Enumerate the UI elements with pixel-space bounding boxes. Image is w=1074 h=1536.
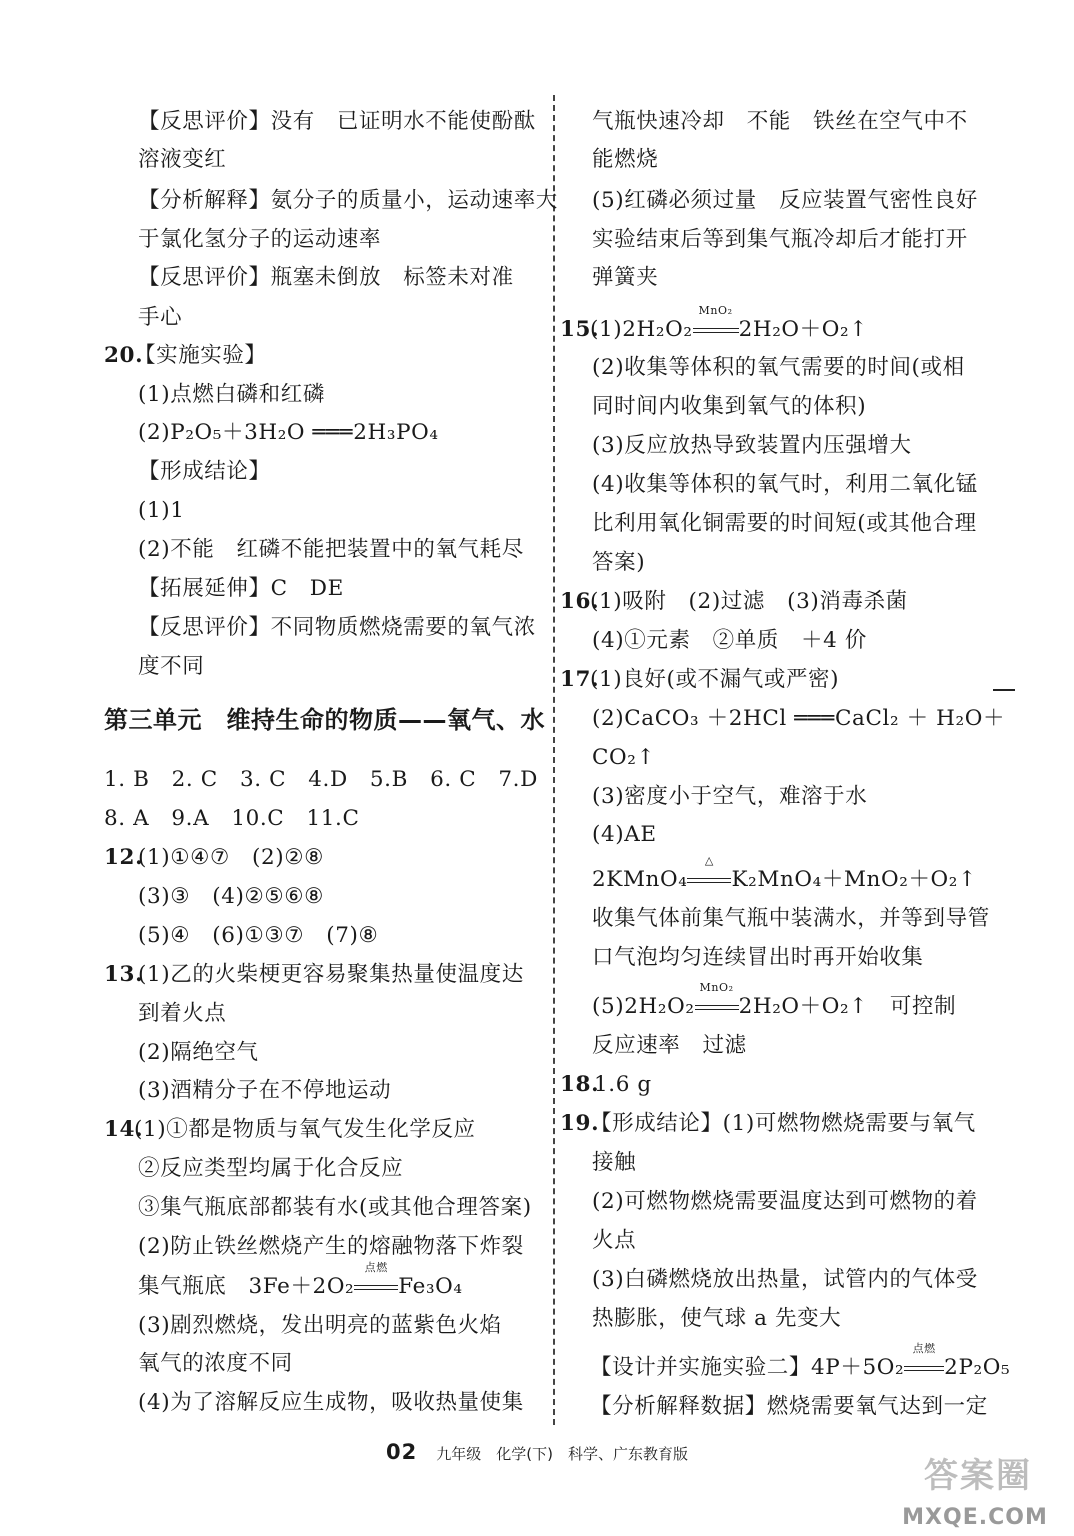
reaction-arrow <box>693 304 739 344</box>
reaction-arrow <box>354 1261 398 1301</box>
watermark-logo: 答案圈 <box>924 1456 1032 1496</box>
unit-title: 第三单元 维持生命的物质——氧气、水 <box>104 706 545 734</box>
line: (1)吸附 (2)过滤 (3)消毒杀菌 <box>590 589 908 614</box>
watermark <box>890 1448 1060 1530</box>
reaction-arrow <box>904 1342 944 1382</box>
equation-left: 【设计并实施实验二】4P＋5O₂ <box>590 1355 905 1380</box>
line: (2)收集等体积的氧气需要的时间(或相 <box>592 355 965 380</box>
line: (4)收集等体积的氧气时，利用二氧化锰 <box>592 472 978 497</box>
line: 答案) <box>592 550 646 575</box>
line: (2)隔绝空气 <box>138 1040 259 1065</box>
line: (4)①元素 ②单质 ＋4 价 <box>592 628 867 653</box>
question-number: 17. <box>560 667 600 692</box>
line: 反应速率 过滤 <box>592 1033 747 1058</box>
line: 弹簧夹 <box>592 265 659 290</box>
column-divider <box>553 95 555 1425</box>
reaction-arrow <box>695 981 739 1021</box>
question-number: 15. <box>560 317 600 342</box>
line: 1.6 g <box>594 1072 652 1097</box>
line: 能燃烧 <box>592 147 659 172</box>
question-number: 13. <box>104 962 144 987</box>
line: 【拓展延伸】C DE <box>138 576 344 601</box>
line: 热膨胀，使气球 a 先变大 <box>592 1306 842 1331</box>
line: (3)剧烈燃烧，发出明亮的蓝紫色火焰 <box>138 1313 502 1338</box>
line: (3)反应放热导致装置内压强增大 <box>592 433 912 458</box>
line: (1)①都是物质与氧气发生化学反应 <box>134 1117 476 1142</box>
equation-right: 2P₂O₅ <box>944 1355 1011 1380</box>
equation-left: (1)2H₂O₂ <box>590 317 693 342</box>
line: 【形成结论】(1)可燃物燃烧需要与氧气 <box>590 1111 976 1136</box>
reaction-arrow <box>687 854 731 894</box>
equation-line <box>590 304 868 344</box>
question-number: 16. <box>560 589 600 614</box>
line: (2)防止铁丝燃烧产生的熔融物落下炸裂 <box>138 1234 524 1259</box>
equation-right: Fe₃O₄ <box>398 1274 463 1299</box>
line: (3)③ (4)②⑤⑥⑧ <box>138 884 324 909</box>
choice-answers: 1. B 2. C 3. C 4.D 5.B 6. C 7.D <box>104 767 538 792</box>
line: (1)1 <box>138 498 185 523</box>
equation-line <box>592 981 957 1021</box>
line: CO₂↑ <box>592 745 656 770</box>
line: 实验结束后等到集气瓶冷却后才能打开 <box>592 227 968 252</box>
line: 度不同 <box>138 654 205 679</box>
line: 火点 <box>592 1228 637 1253</box>
line: 【实施实验】 <box>134 343 267 368</box>
line: 到着火点 <box>138 1001 227 1026</box>
line: (1)①④⑦ (2)②⑧ <box>138 845 324 870</box>
line: 接触 <box>592 1150 637 1175</box>
line: (2)可燃物燃烧需要温度达到可燃物的着 <box>592 1189 978 1214</box>
line: (2)不能 红磷不能把装置中的氧气耗尽 <box>138 537 524 562</box>
equation-line <box>138 1261 463 1301</box>
equation-left: 集气瓶底 3Fe＋2O₂ <box>138 1274 355 1299</box>
line: (3)酒精分子在不停地运动 <box>138 1078 392 1103</box>
line: (1)点燃白磷和红磷 <box>138 382 325 407</box>
equation-left: (5)2H₂O₂ <box>592 994 695 1019</box>
question-number: 19. <box>560 1111 600 1136</box>
line: (1)良好(或不漏气或严密) <box>590 667 840 692</box>
line: 气瓶快速冷却 不能 铁丝在空气中不 <box>592 109 968 134</box>
line: 【分析解释数据】燃烧需要氧气达到一定 <box>590 1394 988 1419</box>
question-number: 20. <box>104 343 144 368</box>
equation-right: 2H₂O＋O₂↑ 可控制 <box>738 994 957 1019</box>
line: 【分析解释】氨分子的质量小，运动速率大 <box>138 188 558 213</box>
equation-left: 2KMnO₄ <box>592 867 688 892</box>
equation-line <box>592 854 977 894</box>
equation-right: 2H₂O＋O₂↑ <box>738 317 868 342</box>
line: (5)红磷必须过量 反应装置气密性良好 <box>592 188 978 213</box>
line: ③集气瓶底部都装有水(或其他合理答案) <box>138 1195 532 1220</box>
line: (3)密度小于空气，难溶于水 <box>592 784 868 809</box>
line: (4)AE <box>592 822 657 847</box>
reaction-condition: △ <box>704 854 714 867</box>
line: 【反思评价】不同物质燃烧需要的氧气浓 <box>138 615 536 640</box>
equation-line <box>590 1342 1011 1382</box>
line: (5)④ (6)①③⑦ (7)⑧ <box>138 923 379 948</box>
line: 口气泡均匀连续冒出时再开始收集 <box>592 945 924 970</box>
line: 【反思评价】瓶塞未倒放 标签未对准 <box>138 265 514 290</box>
line: 于氯化氢分子的运动速率 <box>138 227 382 252</box>
reaction-condition: MnO₂ <box>698 304 733 317</box>
reaction-condition: 点燃 <box>912 1342 936 1355</box>
margin-dash <box>993 689 1015 691</box>
line: 【形成结论】 <box>138 459 271 484</box>
line: ②反应类型均属于化合反应 <box>138 1156 404 1181</box>
question-number: 14. <box>104 1117 144 1142</box>
question-number: 18. <box>560 1072 600 1097</box>
page-number: 02 <box>385 1440 418 1464</box>
choice-answers: 8. A 9.A 10.C 11.C <box>104 806 360 831</box>
book-info: 九年级 化学(下) 科学、广东教育版 <box>436 1445 689 1463</box>
question-number: 12. <box>104 845 144 870</box>
line: (2)P₂O₅＋3H₂O ═══2H₃PO₄ <box>138 420 439 445</box>
equation-right: K₂MnO₄＋MnO₂＋O₂↑ <box>731 867 977 892</box>
line: (2)CaCO₃ ＋2HCl ═══CaCl₂ ＋ H₂O＋ <box>592 706 1006 731</box>
line: 【反思评价】没有 已证明水不能使酚酞 <box>138 109 536 134</box>
line: 氧气的浓度不同 <box>138 1351 293 1376</box>
watermark-site: MXQE.COM <box>902 1505 1048 1530</box>
line: 溶液变红 <box>138 147 227 172</box>
line: 同时间内收集到氧气的体积) <box>592 394 867 419</box>
line: (3)白磷燃烧放出热量，试管内的气体受 <box>592 1267 978 1292</box>
line: 收集气体前集气瓶中装满水，并等到导管 <box>592 906 990 931</box>
line: (4)为了溶解反应生成物，吸收热量使集 <box>138 1390 524 1415</box>
line: 手心 <box>138 305 183 330</box>
line: 比利用氧化铜需要的时间短(或其他合理 <box>592 511 977 536</box>
reaction-condition: 点燃 <box>364 1261 388 1274</box>
line: (1)乙的火柴梗更容易聚集热量使温度达 <box>138 962 524 987</box>
reaction-condition: MnO₂ <box>699 981 734 994</box>
